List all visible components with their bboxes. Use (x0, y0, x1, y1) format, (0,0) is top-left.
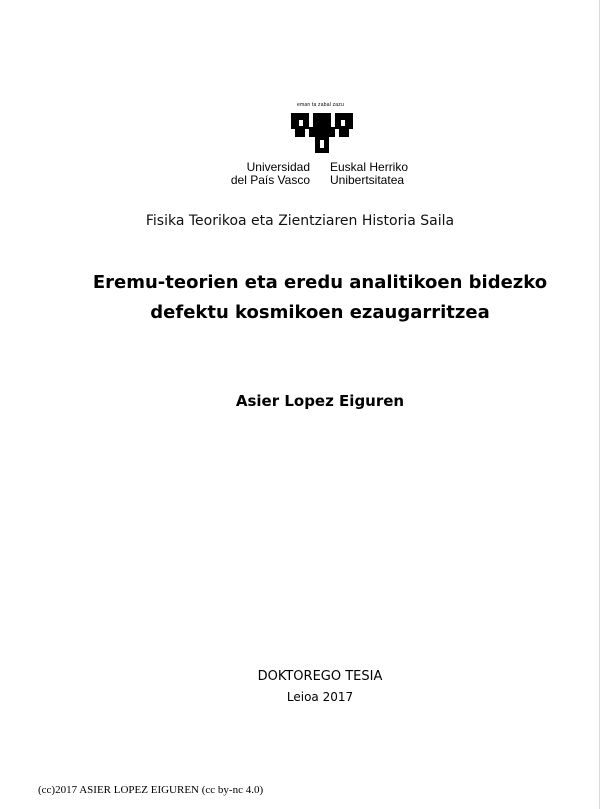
university-name-spanish (226, 161, 310, 187)
department-name: Fisika Teorikoa eta Zientziaren Historia Saila (145, 213, 455, 229)
thesis-title-line2: defektu kosmikoen ezaugarritzea (150, 302, 490, 323)
author-name: Asier Lopez Eiguren (235, 392, 405, 410)
thesis-title (0, 268, 600, 328)
university-name-eu-line2: Unibertsitatea (330, 173, 405, 187)
university-name-eu-line1: Euskal Herriko (330, 160, 409, 174)
university-logo-icon (289, 110, 355, 158)
university-name-es-line2: del País Vasco (230, 173, 310, 187)
thesis-title-line1: Eremu-teorien eta eredu analitikoen bidezko (92, 272, 548, 293)
place-year: Leioa 2017 (286, 690, 354, 704)
thesis-type: DOKTOREGO TESIA (257, 669, 383, 684)
license-notice: (cc)2017 ASIER LOPEZ EIGUREN (cc by-nc 4.0) (38, 784, 264, 796)
university-name-basque (330, 161, 430, 187)
university-motto: eman ta zabal zazu (297, 102, 344, 108)
university-name-es-line1: Universidad (246, 160, 310, 174)
